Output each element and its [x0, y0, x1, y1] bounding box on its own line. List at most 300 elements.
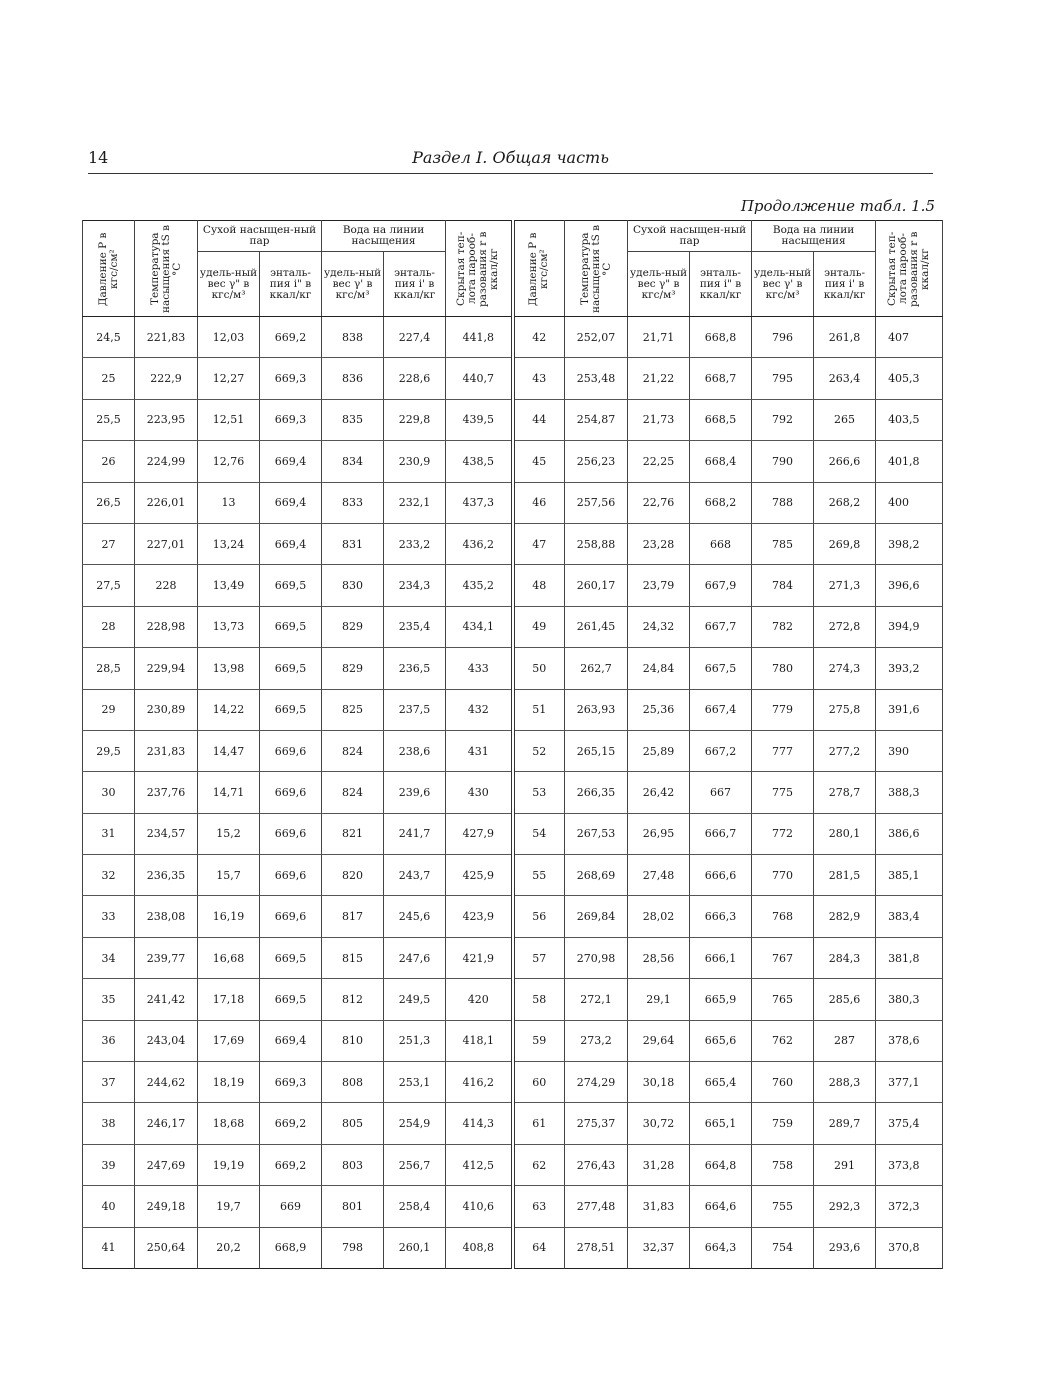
table-row: [83, 855, 943, 896]
header-latent-heat-left: Скрытая теп-лота парооб-разования r в ккал/кг: [446, 221, 513, 317]
table-cell: 51: [513, 689, 565, 730]
table-cell: 770: [752, 855, 814, 896]
table-cell: 420: [446, 979, 513, 1020]
table-cell: 667,4: [690, 689, 752, 730]
table-cell: 261,8: [814, 317, 876, 358]
table-cell: 237,5: [384, 689, 446, 730]
table-cell: 790: [752, 441, 814, 482]
table-row: [83, 730, 943, 771]
table-cell: 668,7: [690, 358, 752, 399]
table-cell: 831: [322, 523, 384, 564]
table-cell: 666,3: [690, 896, 752, 937]
table-cell: 669,3: [260, 399, 322, 440]
table-cell: 227,01: [135, 523, 198, 564]
table-cell: 230,9: [384, 441, 446, 482]
table-cell: 276,43: [565, 1144, 628, 1185]
table-row: [83, 1227, 943, 1268]
table-cell: 24,32: [628, 606, 690, 647]
table-cell: 414,3: [446, 1103, 513, 1144]
table-cell: 430: [446, 772, 513, 813]
table-cell: 798: [322, 1227, 384, 1268]
table-cell: 31: [83, 813, 135, 854]
table-cell: 668: [690, 523, 752, 564]
table-cell: 408,8: [446, 1227, 513, 1268]
page-number: 14: [88, 148, 109, 167]
table-cell: 669,2: [260, 1103, 322, 1144]
table-row: [83, 399, 943, 440]
table-cell: 669,5: [260, 565, 322, 606]
table-cell: 28,5: [83, 648, 135, 689]
table-cell: 284,3: [814, 937, 876, 978]
table-cell: 23,28: [628, 523, 690, 564]
table-cell: 257,56: [565, 482, 628, 523]
table-cell: 405,3: [876, 358, 943, 399]
table-cell: 669,2: [260, 1144, 322, 1185]
table-cell: 403,5: [876, 399, 943, 440]
table-cell: 60: [513, 1062, 565, 1103]
table-cell: 58: [513, 979, 565, 1020]
table-row: [83, 896, 943, 937]
table-row: [83, 1186, 943, 1227]
table-cell: 803: [322, 1144, 384, 1185]
table-cell: 385,1: [876, 855, 943, 896]
table-cell: 37: [83, 1062, 135, 1103]
table-cell: 59: [513, 1020, 565, 1061]
table-cell: 14,71: [198, 772, 260, 813]
table-row: [83, 523, 943, 564]
page-header: [88, 148, 933, 172]
table-cell: 29: [83, 689, 135, 730]
table-cell: 372,3: [876, 1186, 943, 1227]
table-row: [83, 441, 943, 482]
table-cell: 268,2: [814, 482, 876, 523]
table-cell: 398,2: [876, 523, 943, 564]
table-cell: 235,4: [384, 606, 446, 647]
table-cell: 669,5: [260, 979, 322, 1020]
table-cell: 25,5: [83, 399, 135, 440]
table-cell: 52: [513, 730, 565, 771]
table-cell: 233,2: [384, 523, 446, 564]
table-cell: 667,2: [690, 730, 752, 771]
table-cell: 423,9: [446, 896, 513, 937]
table-cell: 228: [135, 565, 198, 606]
table-cell: 792: [752, 399, 814, 440]
table-cell: 281,5: [814, 855, 876, 896]
table-cell: 25,89: [628, 730, 690, 771]
table-cell: 277,48: [565, 1186, 628, 1227]
header-dry-steam-right: Сухой насыщен-ный пар: [628, 221, 752, 252]
table-cell: 29,1: [628, 979, 690, 1020]
table-cell: 267,53: [565, 813, 628, 854]
table-row: [83, 565, 943, 606]
table-cell: 380,3: [876, 979, 943, 1020]
table-cell: 256,7: [384, 1144, 446, 1185]
table-cell: 401,8: [876, 441, 943, 482]
table-cell: 222,9: [135, 358, 198, 399]
table-cell: 292,3: [814, 1186, 876, 1227]
table-cell: 34: [83, 937, 135, 978]
table-cell: 668,8: [690, 317, 752, 358]
table-cell: 232,1: [384, 482, 446, 523]
table-body: [83, 317, 943, 1269]
table-cell: 239,77: [135, 937, 198, 978]
table-cell: 249,18: [135, 1186, 198, 1227]
table-row: [83, 358, 943, 399]
table-cell: 236,5: [384, 648, 446, 689]
table-cell: 777: [752, 730, 814, 771]
table-cell: 253,48: [565, 358, 628, 399]
table-cell: 32,37: [628, 1227, 690, 1268]
table-cell: 439,5: [446, 399, 513, 440]
table-cell: 46: [513, 482, 565, 523]
table-cell: 277,2: [814, 730, 876, 771]
table-cell: 229,94: [135, 648, 198, 689]
table-cell: 289,7: [814, 1103, 876, 1144]
table-cell: 291: [814, 1144, 876, 1185]
table-cell: 15,7: [198, 855, 260, 896]
table-row: [83, 1062, 943, 1103]
table-cell: 18,68: [198, 1103, 260, 1144]
table-cell: 62: [513, 1144, 565, 1185]
table-cell: 838: [322, 317, 384, 358]
table-cell: 26,42: [628, 772, 690, 813]
table-cell: 378,6: [876, 1020, 943, 1061]
table-cell: 664,6: [690, 1186, 752, 1227]
table-cell: 669,4: [260, 482, 322, 523]
table-cell: 230,89: [135, 689, 198, 730]
table-cell: 26: [83, 441, 135, 482]
table-cell: 665,1: [690, 1103, 752, 1144]
header-water-left: Вода на линии насыщения: [322, 221, 446, 252]
table-cell: 669,6: [260, 772, 322, 813]
table-cell: 247,69: [135, 1144, 198, 1185]
table-cell: 667: [690, 772, 752, 813]
table-cell: 796: [752, 317, 814, 358]
table-cell: 19,19: [198, 1144, 260, 1185]
table-cell: 664,3: [690, 1227, 752, 1268]
table-cell: 24,84: [628, 648, 690, 689]
table-cell: 272,8: [814, 606, 876, 647]
table-cell: 830: [322, 565, 384, 606]
table-cell: 27,48: [628, 855, 690, 896]
table-cell: 228,98: [135, 606, 198, 647]
table-cell: 785: [752, 523, 814, 564]
table-cell: 669,3: [260, 358, 322, 399]
table-cell: 12,51: [198, 399, 260, 440]
header-steam-enthalpy-left: энталь-пия i" в ккал/кг: [260, 252, 322, 317]
header-rule: [88, 173, 933, 174]
table-cell: 243,04: [135, 1020, 198, 1061]
table-cell: 666,6: [690, 855, 752, 896]
table-cell: 669,5: [260, 937, 322, 978]
table-cell: 61: [513, 1103, 565, 1144]
table-cell: 274,3: [814, 648, 876, 689]
table-cell: 228,6: [384, 358, 446, 399]
table-cell: 285,6: [814, 979, 876, 1020]
table-cell: 421,9: [446, 937, 513, 978]
table-continuation-caption: Продолжение табл. 1.5: [740, 197, 935, 215]
table-cell: 280,1: [814, 813, 876, 854]
table-cell: 44: [513, 399, 565, 440]
table-cell: 668,5: [690, 399, 752, 440]
table-cell: 28,56: [628, 937, 690, 978]
table-cell: 668,2: [690, 482, 752, 523]
table-cell: 833: [322, 482, 384, 523]
table-cell: 272,1: [565, 979, 628, 1020]
table-cell: 263,93: [565, 689, 628, 730]
table-cell: 821: [322, 813, 384, 854]
table-cell: 19,7: [198, 1186, 260, 1227]
header-temperature-right: Температура насыщения tS в °C: [565, 221, 628, 317]
table-row: [83, 937, 943, 978]
header-pressure-left: Давление P в кгс/см²: [83, 221, 135, 317]
table-cell: 373,8: [876, 1144, 943, 1185]
table-cell: 17,18: [198, 979, 260, 1020]
table-cell: 221,83: [135, 317, 198, 358]
table-cell: 21,71: [628, 317, 690, 358]
table-cell: 381,8: [876, 937, 943, 978]
table-cell: 410,6: [446, 1186, 513, 1227]
table-cell: 817: [322, 896, 384, 937]
table-cell: 12,76: [198, 441, 260, 482]
table-cell: 23,79: [628, 565, 690, 606]
table-cell: 418,1: [446, 1020, 513, 1061]
table-cell: 223,95: [135, 399, 198, 440]
table-cell: 812: [322, 979, 384, 1020]
table-cell: 669,6: [260, 813, 322, 854]
table-cell: 266,35: [565, 772, 628, 813]
table-cell: 775: [752, 772, 814, 813]
table-cell: 12,27: [198, 358, 260, 399]
table-cell: 432: [446, 689, 513, 730]
table-cell: 237,76: [135, 772, 198, 813]
table-cell: 269,8: [814, 523, 876, 564]
table-cell: 391,6: [876, 689, 943, 730]
table-cell: 15,2: [198, 813, 260, 854]
table-cell: 440,7: [446, 358, 513, 399]
table-cell: 377,1: [876, 1062, 943, 1103]
table-cell: 779: [752, 689, 814, 730]
table-cell: 224,99: [135, 441, 198, 482]
table-cell: 834: [322, 441, 384, 482]
table-cell: 21,73: [628, 399, 690, 440]
table-cell: 57: [513, 937, 565, 978]
table-cell: 666,7: [690, 813, 752, 854]
table-cell: 669,5: [260, 648, 322, 689]
header-water-right: Вода на линии насыщения: [752, 221, 876, 252]
table-cell: 252,07: [565, 317, 628, 358]
table-cell: 29,5: [83, 730, 135, 771]
table-cell: 13,73: [198, 606, 260, 647]
table-cell: 824: [322, 772, 384, 813]
table-cell: 14,47: [198, 730, 260, 771]
table-cell: 32: [83, 855, 135, 896]
table-cell: 13,98: [198, 648, 260, 689]
table-cell: 760: [752, 1062, 814, 1103]
table-cell: 22,76: [628, 482, 690, 523]
table-cell: 665,9: [690, 979, 752, 1020]
table-cell: 390: [876, 730, 943, 771]
header-water-specific-weight-right: удель-ный вес γ' в кгс/м³: [752, 252, 814, 317]
table-cell: 31,83: [628, 1186, 690, 1227]
table-cell: 808: [322, 1062, 384, 1103]
table-cell: 26,5: [83, 482, 135, 523]
header-temperature-left: Температура насыщения tS в °C: [135, 221, 198, 317]
table-cell: 253,1: [384, 1062, 446, 1103]
table-cell: 755: [752, 1186, 814, 1227]
table-row: [83, 1144, 943, 1185]
table-cell: 669,6: [260, 730, 322, 771]
table-cell: 293,6: [814, 1227, 876, 1268]
table-cell: 436,2: [446, 523, 513, 564]
table-cell: 226,01: [135, 482, 198, 523]
table-cell: 666,1: [690, 937, 752, 978]
table-row: [83, 1020, 943, 1061]
table-cell: 16,68: [198, 937, 260, 978]
table-cell: 236,35: [135, 855, 198, 896]
table-cell: 669,5: [260, 689, 322, 730]
table-cell: 53: [513, 772, 565, 813]
table-cell: 49: [513, 606, 565, 647]
table-cell: 24,5: [83, 317, 135, 358]
table-cell: 667,7: [690, 606, 752, 647]
table-cell: 669,4: [260, 1020, 322, 1061]
table-cell: 767: [752, 937, 814, 978]
table-cell: 758: [752, 1144, 814, 1185]
table-cell: 393,2: [876, 648, 943, 689]
table-cell: 261,45: [565, 606, 628, 647]
table-cell: 26,95: [628, 813, 690, 854]
table-cell: 434,1: [446, 606, 513, 647]
table-cell: 435,2: [446, 565, 513, 606]
table-cell: 667,5: [690, 648, 752, 689]
table-cell: 282,9: [814, 896, 876, 937]
table-row: [83, 1103, 943, 1144]
table-cell: 38: [83, 1103, 135, 1144]
table-cell: 762: [752, 1020, 814, 1061]
table-cell: 47: [513, 523, 565, 564]
table-cell: 824: [322, 730, 384, 771]
table-cell: 36: [83, 1020, 135, 1061]
table-cell: 669,6: [260, 896, 322, 937]
table-cell: 16,19: [198, 896, 260, 937]
table-cell: 275,37: [565, 1103, 628, 1144]
table-cell: 247,6: [384, 937, 446, 978]
table-cell: 64: [513, 1227, 565, 1268]
saturated-steam-table: [82, 220, 943, 1269]
table-cell: 13: [198, 482, 260, 523]
table-cell: 35: [83, 979, 135, 1020]
table-cell: 18,19: [198, 1062, 260, 1103]
table-cell: 227,4: [384, 317, 446, 358]
header-steam-specific-weight-right: удель-ный вес γ" в кгс/м³: [628, 252, 690, 317]
table-cell: 229,8: [384, 399, 446, 440]
table-cell: 12,03: [198, 317, 260, 358]
table-cell: 407: [876, 317, 943, 358]
table-cell: 825: [322, 689, 384, 730]
table-cell: 25,36: [628, 689, 690, 730]
header-pressure-right: Давление P в кгс/см²: [513, 221, 565, 317]
table-cell: 249,5: [384, 979, 446, 1020]
table-cell: 241,42: [135, 979, 198, 1020]
table-row: [83, 606, 943, 647]
table-cell: 265,15: [565, 730, 628, 771]
table-cell: 416,2: [446, 1062, 513, 1103]
header-latent-heat-right: Скрытая теп-лота парооб-разования r в ккал/кг: [876, 221, 943, 317]
steam-table: [82, 220, 934, 1269]
table-cell: 278,7: [814, 772, 876, 813]
table-row: [83, 772, 943, 813]
table-cell: 251,3: [384, 1020, 446, 1061]
table-cell: 412,5: [446, 1144, 513, 1185]
table-cell: 437,3: [446, 482, 513, 523]
table-cell: 669: [260, 1186, 322, 1227]
table-cell: 394,9: [876, 606, 943, 647]
table-cell: 669,2: [260, 317, 322, 358]
table-cell: 801: [322, 1186, 384, 1227]
table-cell: 250,64: [135, 1227, 198, 1268]
table-row: [83, 979, 943, 1020]
table-cell: 239,6: [384, 772, 446, 813]
table-cell: 33: [83, 896, 135, 937]
table-cell: 396,6: [876, 565, 943, 606]
header-water-enthalpy-right: энталь-пия i' в ккал/кг: [814, 252, 876, 317]
table-cell: 754: [752, 1227, 814, 1268]
table-cell: 17,69: [198, 1020, 260, 1061]
table-cell: 258,4: [384, 1186, 446, 1227]
table-cell: 669,5: [260, 606, 322, 647]
table-row: [83, 689, 943, 730]
table-row: [83, 648, 943, 689]
table-cell: 375,4: [876, 1103, 943, 1144]
table-cell: 263,4: [814, 358, 876, 399]
table-row: [83, 317, 943, 358]
table-cell: 56: [513, 896, 565, 937]
table-cell: 260,1: [384, 1227, 446, 1268]
table-cell: 765: [752, 979, 814, 1020]
table-cell: 664,8: [690, 1144, 752, 1185]
table-cell: 246,17: [135, 1103, 198, 1144]
table-cell: 667,9: [690, 565, 752, 606]
table-cell: 768: [752, 896, 814, 937]
table-cell: 820: [322, 855, 384, 896]
table-cell: 245,6: [384, 896, 446, 937]
table-cell: 231,83: [135, 730, 198, 771]
table-cell: 274,29: [565, 1062, 628, 1103]
table-cell: 244,62: [135, 1062, 198, 1103]
table-cell: 14,22: [198, 689, 260, 730]
table-cell: 25: [83, 358, 135, 399]
table-row: [83, 482, 943, 523]
table-cell: 41: [83, 1227, 135, 1268]
table-cell: 441,8: [446, 317, 513, 358]
table-cell: 40: [83, 1186, 135, 1227]
table-cell: 254,87: [565, 399, 628, 440]
header-steam-specific-weight-left: удель-ный вес γ" в кгс/м³: [198, 252, 260, 317]
table-cell: 48: [513, 565, 565, 606]
table-cell: 13,49: [198, 565, 260, 606]
table-cell: 669,6: [260, 855, 322, 896]
table-cell: 665,6: [690, 1020, 752, 1061]
table-cell: 772: [752, 813, 814, 854]
header-steam-enthalpy-right: энталь-пия i" в ккал/кг: [690, 252, 752, 317]
header-water-enthalpy-left: энталь-пия i' в ккал/кг: [384, 252, 446, 317]
table-cell: 829: [322, 648, 384, 689]
table-cell: 780: [752, 648, 814, 689]
table-cell: 30,72: [628, 1103, 690, 1144]
table-cell: 795: [752, 358, 814, 399]
table-row: [83, 813, 943, 854]
